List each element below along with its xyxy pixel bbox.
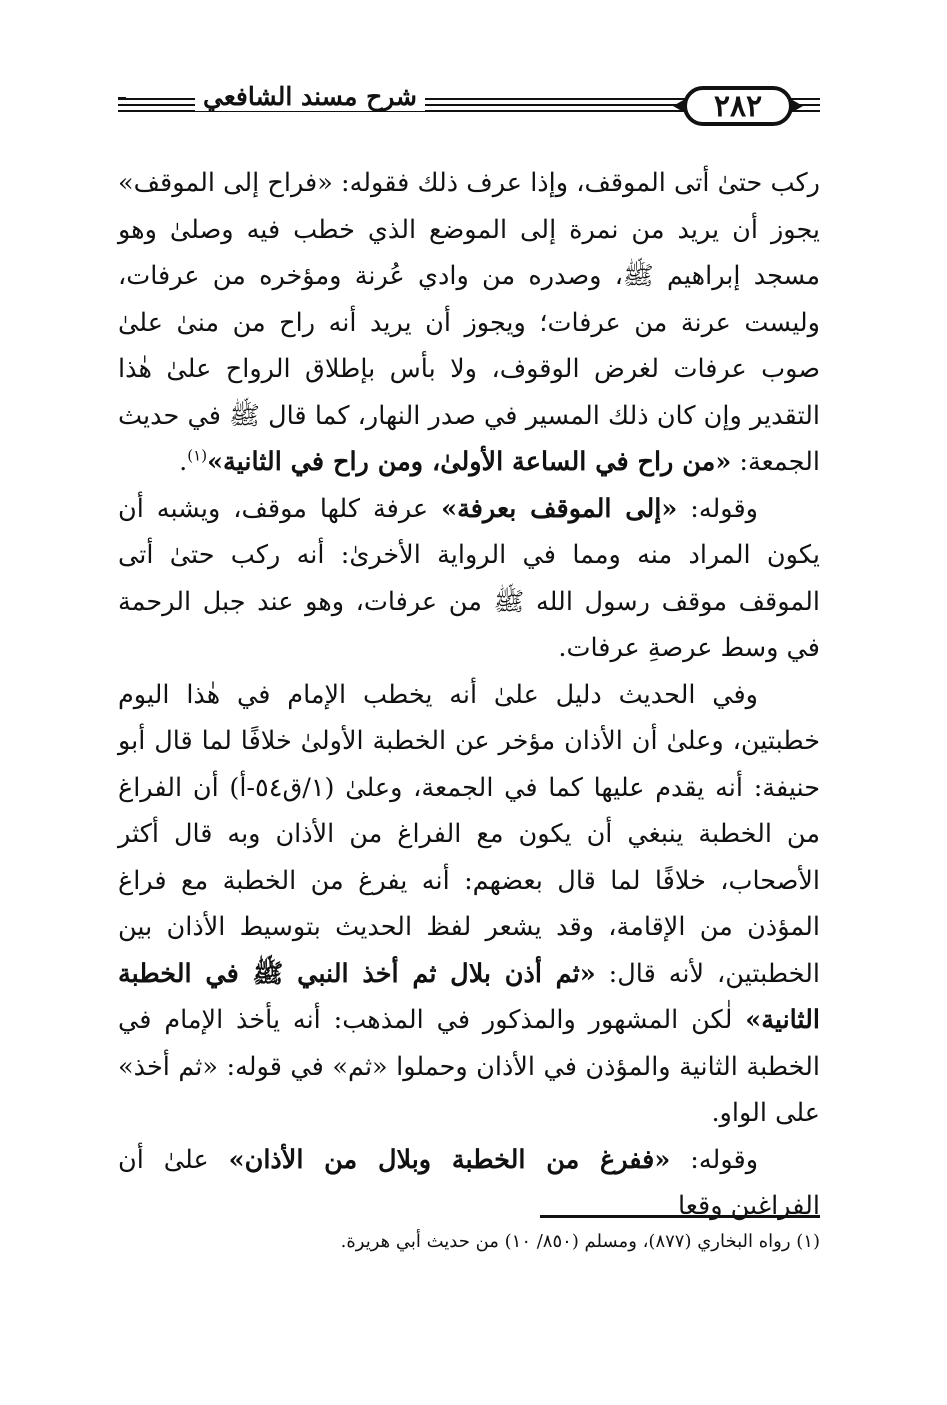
hadith-quote: «إلى الموقف بعرفة»	[441, 493, 678, 524]
hadith-quote: «من راح في الساعة الأولىٰ، ومن راح في الثانية»	[207, 447, 732, 477]
footnote-separator	[540, 1215, 820, 1218]
text-run: لٰكن المشهور والمذكور في المذهب: أنه يأخذ الإمام في الخطبة الثانية والمؤذن في الأذان وحملوا «ثم» في قوله: «ثم أخذ» على الواو.	[118, 1005, 820, 1128]
text-run: وقوله:	[670, 1144, 759, 1175]
hadith-quote: «ثم أذن بلال ثم أخذ النبي ﷺ في الخطبة الثانية»	[118, 958, 820, 1035]
paragraph	[118, 672, 820, 1137]
book-title: شرح مسند الشافعي	[195, 82, 425, 111]
text-run: عرفة كلها موقف، ويشبه أن يكون المراد منه ومما في الرواية الأخرىٰ: أنه ركب حتىٰ أتى الموقف موقف رسول الله ﷺ من عرفات، وهو عند جبل الرحمة في وسط عرصةِ عرفات.	[118, 493, 820, 663]
paragraph	[118, 486, 820, 672]
main-text	[118, 160, 820, 1230]
hadith-quote: «ففرغ من الخطبة وبلال من الأذان»	[228, 1144, 671, 1175]
text-run: .	[179, 447, 188, 477]
footnote: (١) رواه البخاري (٨٧٧)، ومسلم (٨٥٠/ ١٠) من حديث أبي هريرة.	[340, 1231, 820, 1252]
page-number-badge	[683, 86, 793, 126]
page-number: ٢٨٢	[713, 88, 763, 124]
text-run: علىٰ أن الفراغين وقعا	[118, 1144, 820, 1221]
header-rule	[790, 98, 820, 100]
footnote-ref: (١)	[187, 446, 208, 465]
text-run: ركب حتىٰ أتى الموقف، وإذا عرف ذلك فقوله: «فراح إلى الموقف» يجوز أن يريد من نمرة إلى الموضع الذي خطب فيه وصلىٰ وهو مسجد إبراهيم ﷺ، وصدره من وادي عُرنة ومؤخره من عرفات، وليست عرنة من عرفات؛ ويجوز أن يريد أنه راح من منىٰ علىٰ صوب عرفات لغرض الوقوف، ولا بأس بإطلاق الرواح علىٰ هٰذا التقدير وإن كان ذلك المسير في صدر النهار، كما قال ﷺ في حديث الجمعة:	[118, 168, 820, 477]
paragraph	[118, 160, 820, 486]
text-run: وفي الحديث دليل علىٰ أنه يخطب الإمام في هٰذا اليوم خطبتين، وعلىٰ أن الأذان مؤخر عن الخطبة الأولىٰ خلافًا لما قال أبو حنيفة: أنه يقدم عليها كما في الجمعة، وعلىٰ (١/ق٥٤-أ) أن الفراغ من الخطبة ينبغي أن يكون مع الفراغ من الأذان وبه قال أكثر الأصحاب، خلافًا لما قال بعضهم: أنه يفرغ من الخطبة مع فراغ المؤذن من الإقامة، وقد يشعر لفظ الحديث بتوسيط الأذان بين الخطبتين، لأنه قال:	[118, 679, 821, 989]
header-ornament	[118, 97, 126, 99]
running-header	[118, 80, 820, 130]
text-run: وقوله:	[677, 493, 758, 524]
